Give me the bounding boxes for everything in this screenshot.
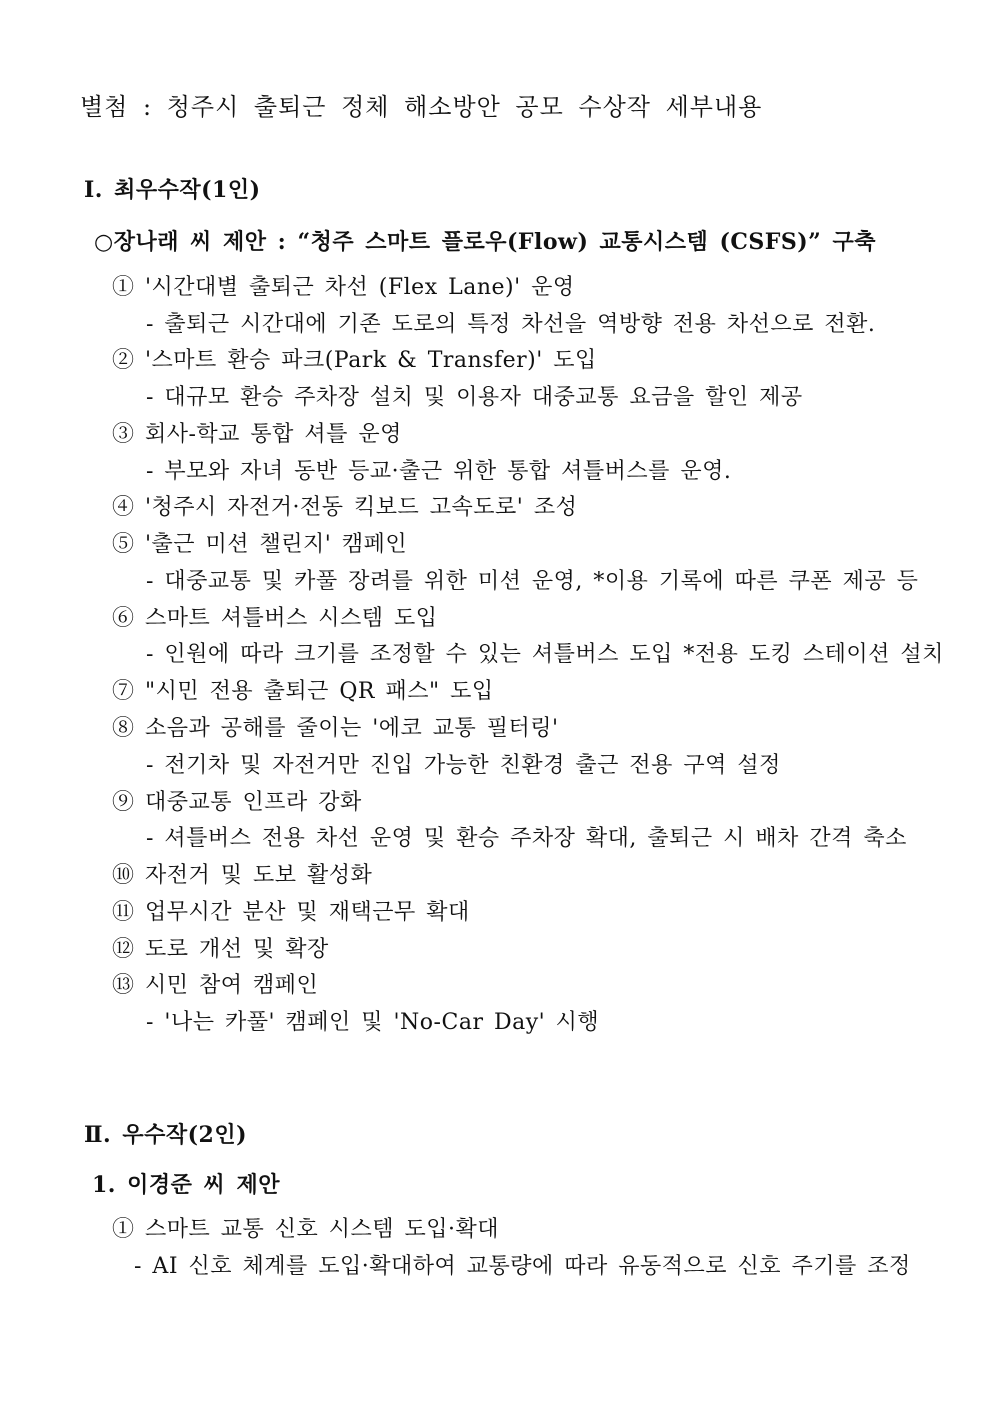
item-13-detail: - '나는 카풀' 캠페인 및 'No-Car Day' 시행 <box>146 1010 600 1035</box>
item-10: ⑩ 자전거 및 도보 활성화 <box>112 863 373 888</box>
item-1: ① '시간대별 출퇴근 차선 (Flex Lane)' 운영 <box>112 275 575 300</box>
item-5: ⑤ '출근 미션 챌린지' 캠페인 <box>112 532 408 557</box>
item-6: ⑥ 스마트 셔틀버스 시스템 도입 <box>112 606 438 631</box>
item-8-detail: - 전기차 및 자전거만 진입 가능한 친환경 출근 전용 구역 설정 <box>146 753 781 778</box>
item-8: ⑧ 소음과 공해를 줄이는 '에코 교통 필터링' <box>112 716 559 741</box>
item-6-detail: - 인원에 따라 크기를 조정할 수 있는 셔틀버스 도입 *전용 도킹 스테이션 설치 <box>146 642 944 667</box>
item-1-detail: - 출퇴근 시간대에 기존 도로의 특정 차선을 역방향 전용 차선으로 전환. <box>146 312 876 337</box>
section-2-proposal: 1. 이경준 씨 제안 <box>92 1172 280 1198</box>
item-3: ③ 회사-학교 통합 셔틀 운영 <box>112 422 402 447</box>
section-2-item-1: ① 스마트 교통 신호 시스템 도입·확대 <box>112 1217 499 1242</box>
item-13: ⑬ 시민 참여 캠페인 <box>112 973 319 998</box>
section-2-heading: Ⅱ. 우수작(2인) <box>84 1122 247 1148</box>
item-2-detail: - 대규모 환승 주차장 설치 및 이용자 대중교통 요금을 할인 제공 <box>146 385 803 410</box>
item-3-detail: - 부모와 자녀 동반 등교·출근 위한 통합 셔틀버스를 운영. <box>146 459 732 484</box>
item-9: ⑨ 대중교통 인프라 강화 <box>112 790 362 815</box>
item-4: ④ '청주시 자전거·전동 킥보드 고속도로' 조성 <box>112 495 578 520</box>
section-1-heading: Ⅰ. 최우수작(1인) <box>84 177 261 203</box>
item-5-detail: - 대중교통 및 카풀 장려를 위한 미션 운영, *이용 기록에 따른 쿠폰 제공 등 <box>146 569 919 594</box>
item-9-detail: - 셔틀버스 전용 차선 운영 및 환승 주차장 확대, 출퇴근 시 배차 간격 축소 <box>146 826 907 851</box>
section-2-item-1-detail: - AI 신호 체계를 도입·확대하여 교통량에 따라 유동적으로 신호 주기를 조정 <box>134 1254 911 1279</box>
item-7: ⑦ "시민 전용 출퇴근 QR 패스" 도입 <box>112 679 494 704</box>
section-1-proposal: ○장나래 씨 제안 : “청주 스마트 플로우(Flow) 교통시스템 (CSFS)” 구축 <box>94 229 876 255</box>
item-12: ⑫ 도로 개선 및 확장 <box>112 937 329 962</box>
item-11: ⑪ 업무시간 분산 및 재택근무 확대 <box>112 900 470 925</box>
item-2: ② '스마트 환승 파크(Park & Transfer)' 도입 <box>112 348 597 373</box>
document-title: 별첨 : 청주시 출퇴근 정체 해소방안 공모 수상작 세부내용 <box>80 93 763 121</box>
